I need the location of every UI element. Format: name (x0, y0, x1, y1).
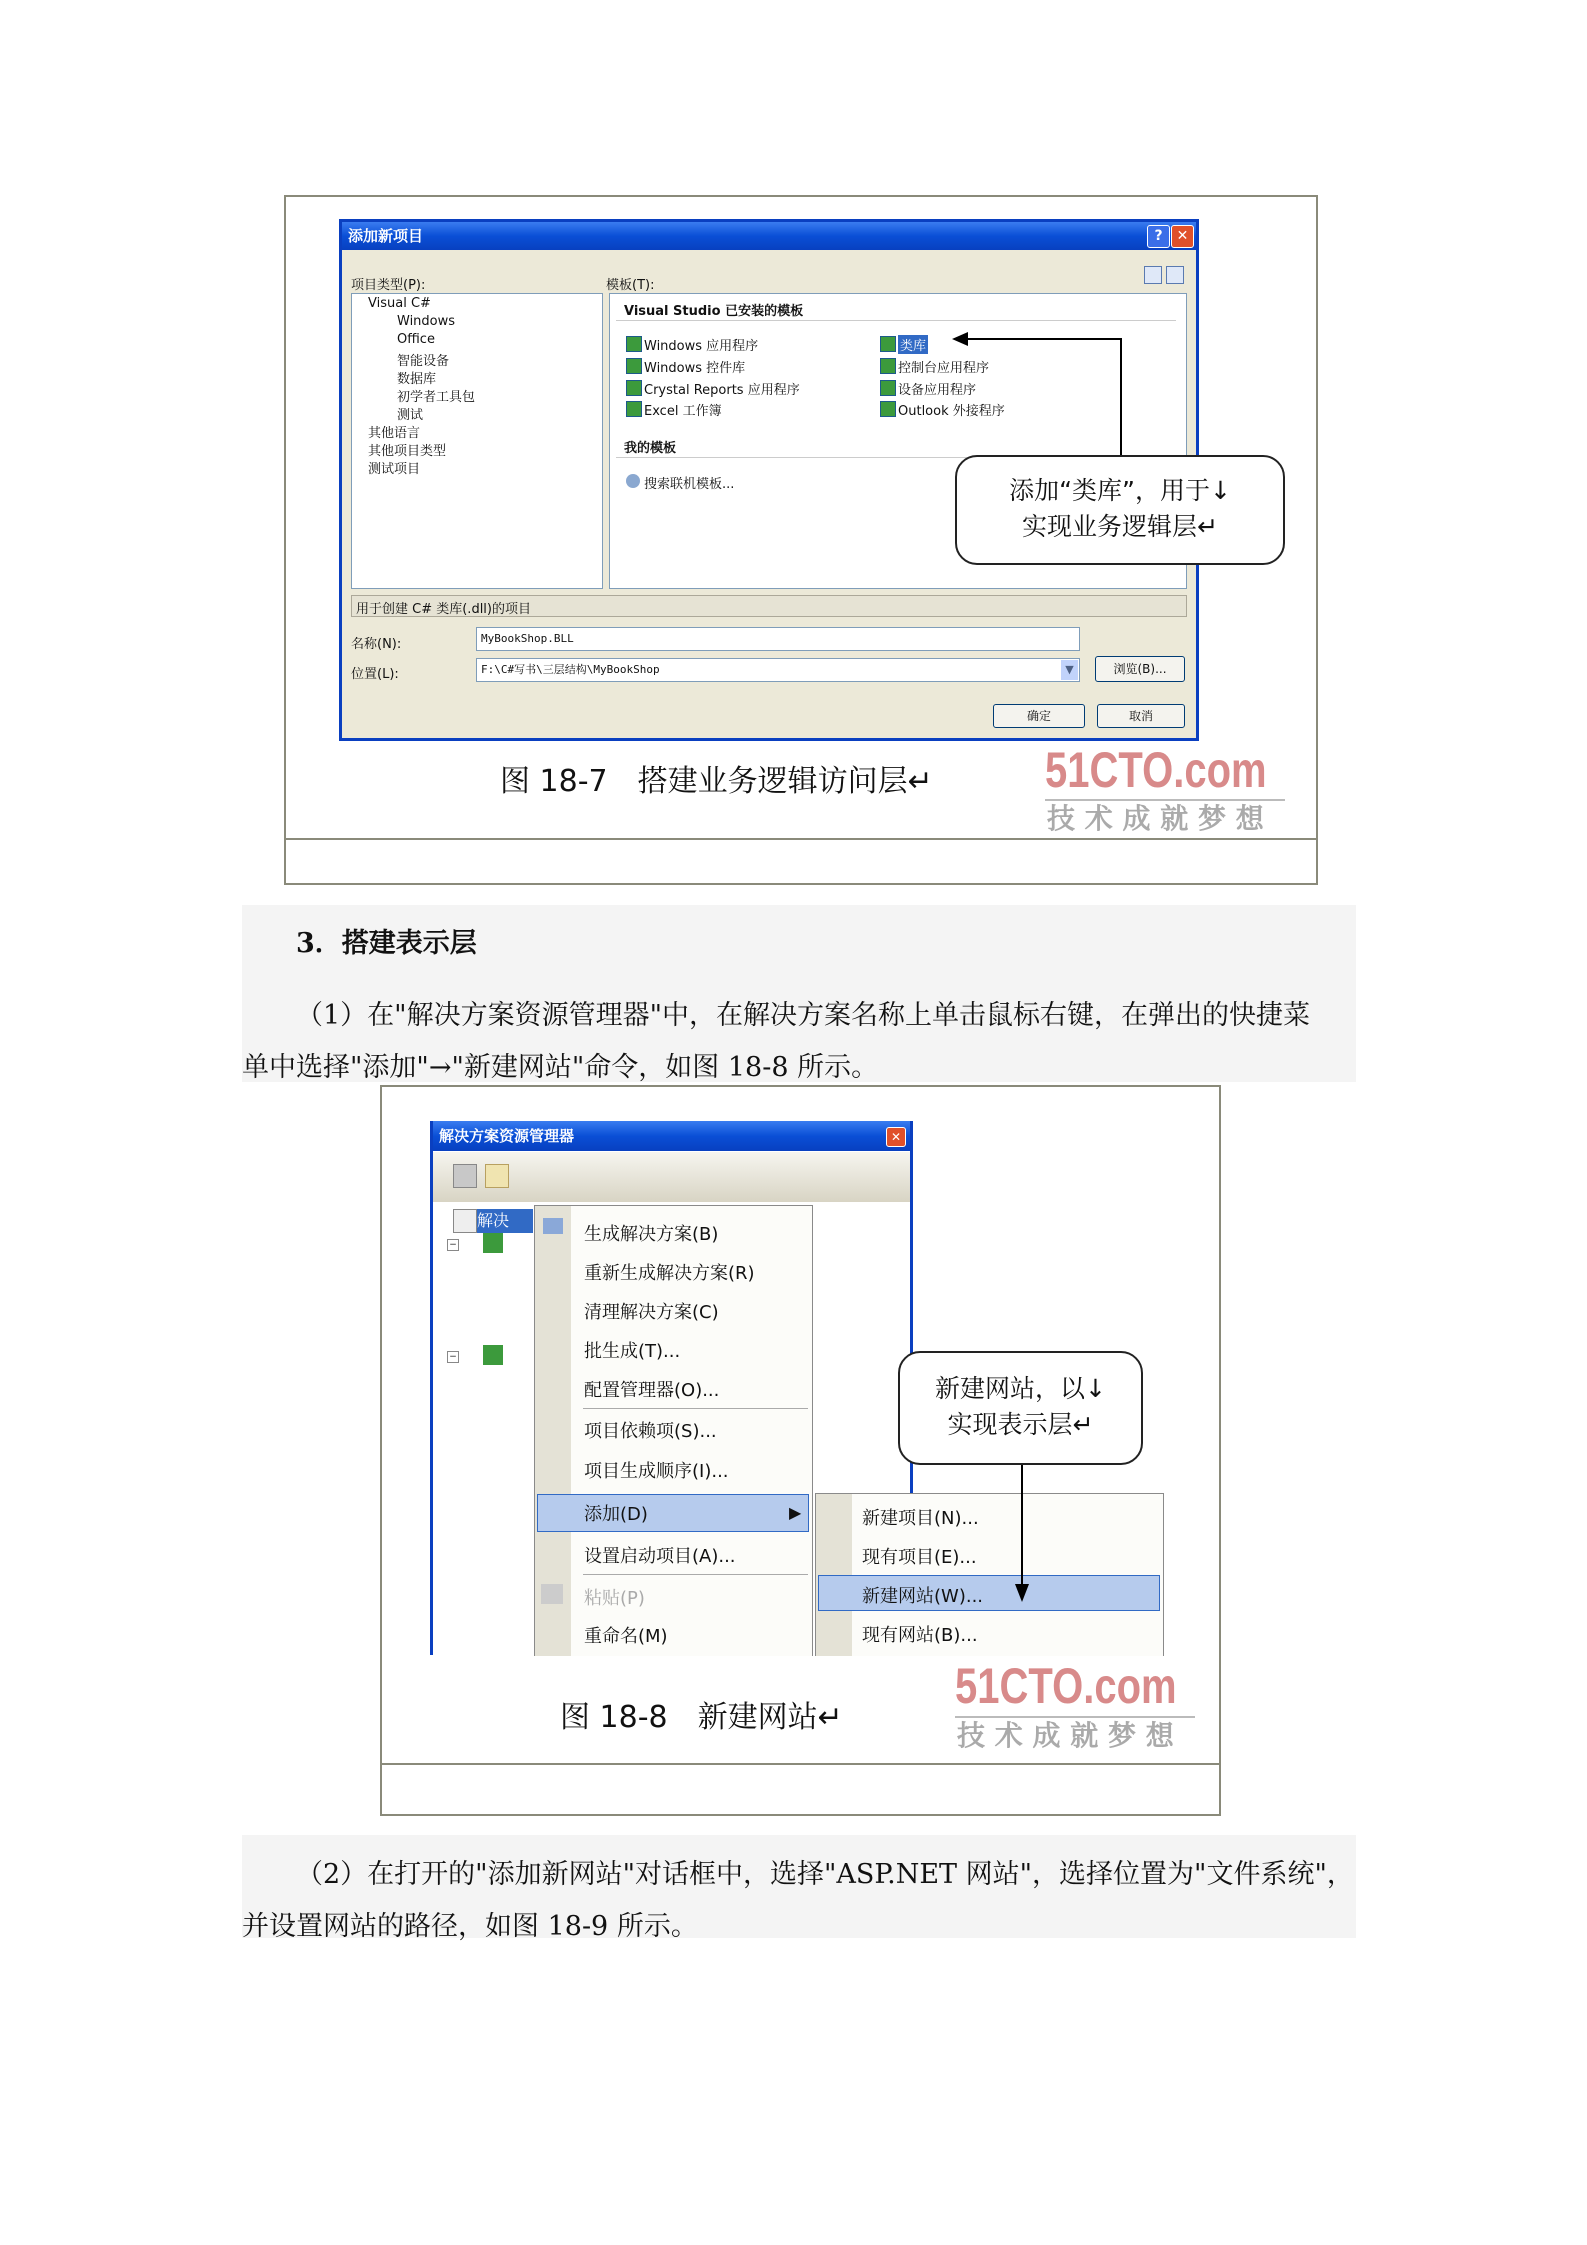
csharp-project-icon (483, 1233, 503, 1253)
ok-button[interactable]: 确定 (993, 704, 1085, 728)
help-icon[interactable]: ? (1147, 225, 1170, 248)
show-all-files-icon[interactable] (485, 1164, 509, 1188)
callout-new-website (898, 1351, 1143, 1465)
template-item[interactable]: 设备应用程序 (898, 383, 977, 398)
template-item[interactable]: Crystal Reports 应用程序 (644, 383, 800, 398)
tree-item[interactable]: 测试 (397, 408, 424, 423)
paragraph-2-line-2: 并设置网站的路径，如图 18-9 所示。 (242, 1911, 698, 1942)
tree-item[interactable]: 其他语言 (368, 426, 421, 441)
tree-item[interactable]: Visual C# (368, 296, 431, 311)
tree-item[interactable]: 其他项目类型 (368, 444, 447, 459)
build-icon (543, 1218, 563, 1234)
template-item-class-library-selected[interactable]: 类库 (898, 335, 928, 354)
template-item[interactable]: 控制台应用程序 (898, 361, 990, 376)
watermark-divider (955, 1716, 1195, 1718)
figure-divider (380, 1763, 1221, 1765)
menu-item-clean-solution[interactable]: 清理解决方案(C) (584, 1302, 719, 1323)
submenu-item-existing-website[interactable]: 现有网站(B)... (862, 1625, 978, 1646)
browse-button[interactable]: 浏览(B)... (1095, 656, 1185, 682)
close-icon[interactable]: ✕ (886, 1127, 906, 1147)
collapse-icon[interactable]: − (447, 1239, 459, 1251)
watermark-slogan: 技 术 成 就 梦 想 (957, 1719, 1174, 1752)
figure-caption-18-8: 图 18-8 新建网站↵ (560, 1700, 843, 1735)
callout-line: 实现业务逻辑层↵ (1022, 512, 1218, 541)
tree-item[interactable]: Office (397, 332, 435, 347)
menu-item-set-startup-projects[interactable]: 设置启动项目(A)... (584, 1546, 736, 1567)
submenu-item-new-project[interactable]: 新建项目(N)... (862, 1508, 979, 1529)
collapse-icon[interactable]: − (447, 1351, 459, 1363)
submenu-arrow-icon: ▶ (789, 1503, 802, 1522)
callout-line: 新建网站，以↓ (935, 1374, 1106, 1403)
paragraph-1-line-2: 单中选择"添加"→"新建网站"命令，如图 18-8 所示。 (242, 1052, 879, 1083)
solution-icon (453, 1209, 477, 1233)
submenu-item-existing-project[interactable]: 现有项目(E)... (862, 1547, 977, 1568)
location-label: 位置(L): (351, 667, 399, 682)
submenu-item-new-website[interactable]: 新建网站(W)... (862, 1586, 984, 1607)
menu-item-build-solution[interactable]: 生成解决方案(B) (584, 1224, 719, 1245)
tree-item[interactable]: Windows (397, 314, 456, 329)
templates-label: 模板(T): (606, 278, 655, 293)
template-item[interactable]: Excel 工作簿 (644, 404, 722, 419)
paragraph-2-line-1: （2）在打开的"添加新网站"对话框中，选择"ASP.NET 网站"，选择位置为"文件系统"， (296, 1859, 1354, 1890)
tree-item[interactable]: 数据库 (397, 372, 437, 387)
project-types-label: 项目类型(P): (351, 278, 426, 293)
menu-item-batch-build[interactable]: 批生成(T)... (584, 1341, 681, 1362)
callout-line: 实现表示层↵ (947, 1410, 1094, 1439)
menu-item-rebuild-solution[interactable]: 重新生成解决方案(R) (584, 1263, 755, 1284)
menu-item-rename[interactable]: 重命名(M) (584, 1626, 668, 1647)
template-item[interactable]: Windows 应用程序 (644, 339, 759, 354)
tree-item[interactable]: 测试项目 (368, 462, 421, 477)
cancel-button[interactable]: 取消 (1097, 704, 1185, 728)
menu-item-paste-disabled: 粘贴(P) (584, 1588, 645, 1609)
solution-node-selected[interactable]: 解决 (477, 1209, 533, 1233)
paragraph-1-line-1: （1）在"解决方案资源管理器"中，在解决方案名称上单击鼠标右键，在弹出的快捷菜 (296, 1000, 1311, 1031)
watermark-divider (1045, 799, 1285, 801)
menu-item-build-order[interactable]: 项目生成顺序(I)... (584, 1461, 729, 1482)
search-online-templates[interactable]: 搜索联机模板... (644, 477, 735, 492)
close-icon[interactable]: ✕ (1171, 225, 1194, 248)
figure-caption-18-7: 图 18-7 搭建业务逻辑访问层↵ (500, 764, 933, 799)
window-title: 解决方案资源管理器 (433, 1121, 910, 1151)
watermark-logo: 51CTO.com (955, 1658, 1177, 1714)
location-combobox[interactable]: F:\C#写书\三层结构\MyBookShop (476, 658, 1080, 682)
toolbar (433, 1152, 910, 1202)
callout-class-library (955, 455, 1285, 565)
section-heading: 3．搭建表示层 (296, 928, 477, 959)
my-templates-header: 我的模板 (624, 441, 677, 456)
dialog-title: 添加新项目 (342, 222, 1196, 250)
menu-item-add[interactable]: 添加(D) (584, 1504, 648, 1525)
chevron-down-icon[interactable]: ▼ (1061, 660, 1078, 680)
description-text: 用于创建 C# 类库(.dll)的项目 (356, 602, 531, 617)
installed-templates-header: Visual Studio 已安装的模板 (624, 304, 804, 319)
name-label: 名称(N): (351, 637, 402, 652)
template-item[interactable]: Windows 控件库 (644, 361, 746, 376)
properties-icon[interactable] (453, 1164, 477, 1188)
tree-item[interactable]: 初学者工具包 (397, 390, 476, 405)
watermark-logo: 51CTO.com (1045, 742, 1267, 798)
template-item[interactable]: Outlook 外接程序 (898, 404, 1005, 419)
menu-item-project-dependencies[interactable]: 项目依赖项(S)... (584, 1421, 717, 1442)
callout-arrow-2 (0, 1300, 1587, 1700)
menu-item-configuration-manager[interactable]: 配置管理器(O)... (584, 1380, 720, 1401)
name-input[interactable]: MyBookShop.BLL (476, 627, 1080, 651)
tree-item[interactable]: 智能设备 (397, 354, 450, 369)
watermark-slogan: 技 术 成 就 梦 想 (1047, 802, 1264, 835)
callout-line: 添加“类库”，用于↓ (1009, 476, 1231, 505)
